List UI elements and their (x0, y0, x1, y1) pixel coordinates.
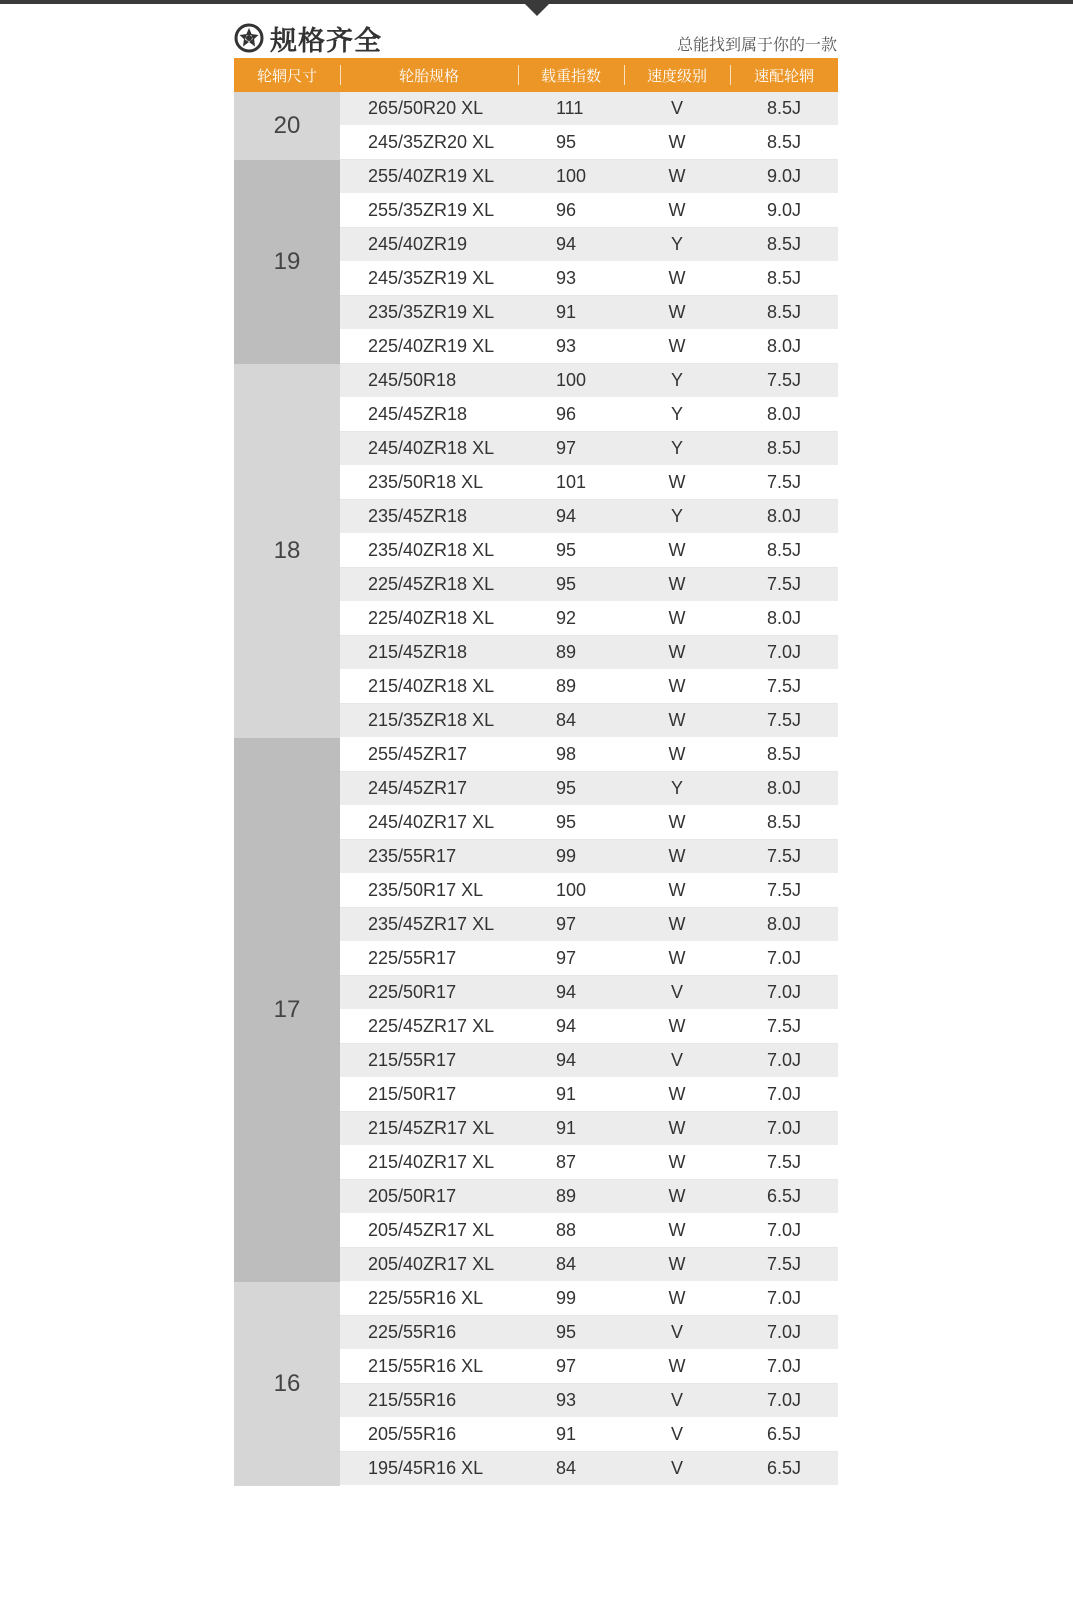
speed-rating-cell: Y (670, 234, 683, 254)
speed-rating-cell: W (668, 302, 686, 322)
tire-spec-cell: 205/40ZR17 XL (368, 1254, 495, 1274)
load-index-cell: 94 (556, 1016, 577, 1036)
speed-rating-cell: W (668, 540, 686, 560)
speed-rating-cell: W (668, 914, 686, 934)
matching-rim-cell: 6.5J (766, 1424, 802, 1444)
load-index-cell: 84 (556, 1254, 577, 1274)
speed-rating-cell: V (670, 982, 683, 1002)
table-row (340, 1384, 838, 1418)
speed-rating-cell: W (668, 948, 686, 968)
load-index-cell: 95 (556, 540, 577, 560)
rim-group (234, 92, 838, 160)
section-heading (234, 18, 382, 58)
table-row (340, 262, 838, 296)
table-row (340, 1146, 838, 1180)
speed-rating-cell: Y (670, 370, 683, 390)
table-row (340, 330, 838, 364)
tire-spec-cell: 225/45ZR17 XL (368, 1016, 495, 1036)
page-subtitle: 总能找到属于你的一款 (676, 35, 837, 54)
tire-spec-table (234, 58, 838, 1486)
table-row (340, 194, 838, 228)
tire-spec-cell: 215/55R16 XL (368, 1356, 484, 1376)
speed-rating-cell: V (670, 1050, 683, 1070)
table-row (340, 1214, 838, 1248)
table-row (340, 534, 838, 568)
matching-rim-cell: 7.0J (766, 1288, 802, 1308)
tire-spec-cell: 245/35ZR19 XL (368, 268, 495, 288)
speed-rating-cell: W (668, 472, 686, 492)
table-row (340, 500, 838, 534)
load-index-cell: 91 (556, 302, 577, 322)
matching-rim-cell: 8.0J (766, 404, 802, 424)
load-index-cell: 99 (556, 846, 577, 866)
speed-rating-cell: W (668, 676, 686, 696)
load-index-cell: 95 (556, 812, 577, 832)
matching-rim-cell: 8.5J (766, 812, 802, 832)
speed-rating-cell: Y (670, 438, 683, 458)
load-index-cell: 95 (556, 132, 577, 152)
speed-rating-cell: W (668, 880, 686, 900)
matching-rim-cell: 7.0J (766, 1084, 802, 1104)
speed-rating-cell: V (670, 98, 683, 118)
speed-rating-cell: V (670, 1424, 683, 1444)
speed-rating-cell: W (668, 1084, 686, 1104)
speed-rating-cell: W (668, 132, 686, 152)
tire-spec-cell: 215/45ZR17 XL (368, 1118, 495, 1138)
speed-rating-cell: W (668, 1356, 686, 1376)
load-index-cell: 111 (556, 98, 584, 118)
speed-rating-cell: W (668, 574, 686, 594)
load-index-cell: 100 (556, 370, 587, 390)
load-index-cell: 89 (556, 1186, 577, 1206)
speed-rating-cell: W (668, 1118, 686, 1138)
header-tire-spec: 轮胎规格 (340, 58, 518, 92)
tire-spec-cell: 215/55R16 (368, 1390, 457, 1410)
header-rim-size: 轮辋尺寸 (256, 66, 317, 85)
speed-rating-cell: W (668, 710, 686, 730)
rim-group-rows (340, 738, 838, 1282)
speed-rating-cell: W (668, 268, 686, 288)
matching-rim-cell: 7.0J (766, 1050, 802, 1070)
speed-rating-cell: W (668, 1152, 686, 1172)
tire-spec-cell: 235/50R18 XL (368, 472, 484, 492)
matching-rim-cell: 9.0J (766, 166, 802, 186)
matching-rim-cell: 7.5J (766, 846, 802, 866)
table-row (340, 670, 838, 704)
load-index-cell: 96 (556, 404, 577, 424)
table-row (340, 160, 838, 194)
rim-size-cell: 20 (234, 92, 340, 160)
matching-rim-cell: 7.5J (766, 710, 802, 730)
matching-rim-cell: 7.5J (766, 880, 802, 900)
load-index-cell: 94 (556, 506, 577, 526)
tire-spec-cell: 245/45ZR18 (368, 404, 468, 424)
load-index-cell: 97 (556, 438, 577, 458)
load-index-cell: 89 (556, 676, 577, 696)
tire-spec-cell: 255/35ZR19 XL (368, 200, 495, 220)
matching-rim-cell: 7.0J (766, 1118, 802, 1138)
rim-size-cell: 18 (234, 364, 340, 738)
tire-spec-cell: 245/45ZR17 (368, 778, 468, 798)
tire-spec-cell: 245/50R18 (368, 370, 457, 390)
tire-spec-cell: 195/45R16 XL (368, 1458, 484, 1478)
load-index-cell: 91 (556, 1118, 577, 1138)
table-row (340, 874, 838, 908)
matching-rim-cell: 8.0J (766, 608, 802, 628)
tire-spec-cell: 215/40ZR17 XL (368, 1152, 495, 1172)
load-index-cell: 95 (556, 1322, 577, 1342)
load-index-cell: 97 (556, 1356, 577, 1376)
table-row (340, 704, 838, 738)
tire-spec-cell: 225/55R16 XL (368, 1288, 484, 1308)
tire-spec-cell: 235/45ZR17 XL (368, 914, 495, 934)
load-index-cell: 95 (556, 574, 577, 594)
table-row (340, 1010, 838, 1044)
matching-rim-cell: 7.5J (766, 1152, 802, 1172)
header-matching-rim: 速配轮辋 (730, 58, 838, 92)
rim-group (234, 364, 838, 738)
load-index-cell: 94 (556, 982, 577, 1002)
speed-rating-cell: W (668, 744, 686, 764)
table-row (340, 840, 838, 874)
matching-rim-cell: 6.5J (766, 1186, 802, 1206)
matching-rim-cell: 8.5J (766, 98, 802, 118)
table-body (234, 92, 838, 1486)
matching-rim-cell: 8.0J (766, 336, 802, 356)
load-index-cell: 97 (556, 948, 577, 968)
speed-rating-cell: W (668, 1016, 686, 1036)
tire-spec-cell: 215/45ZR18 (368, 642, 468, 662)
matching-rim-cell: 7.5J (766, 676, 802, 696)
wheel-icon (234, 23, 264, 53)
load-index-cell: 89 (556, 642, 577, 662)
speed-rating-cell: Y (670, 778, 683, 798)
matching-rim-cell: 8.5J (766, 438, 802, 458)
tire-spec-cell: 255/40ZR19 XL (368, 166, 495, 186)
speed-rating-cell: W (668, 1186, 686, 1206)
rim-group-rows (340, 364, 838, 738)
matching-rim-cell: 7.5J (766, 1254, 802, 1274)
matching-rim-cell: 7.0J (766, 1220, 802, 1240)
matching-rim-cell: 8.5J (766, 540, 802, 560)
table-row (340, 568, 838, 602)
table-row (340, 1282, 838, 1316)
matching-rim-cell: 8.0J (766, 506, 802, 526)
matching-rim-cell: 7.5J (766, 370, 802, 390)
matching-rim-cell: 7.5J (766, 1016, 802, 1036)
speed-rating-cell: W (668, 812, 686, 832)
matching-rim-cell: 7.0J (766, 642, 802, 662)
load-index-cell: 91 (556, 1424, 577, 1444)
tire-spec-cell: 245/40ZR19 (368, 234, 468, 254)
load-index-cell: 84 (556, 1458, 577, 1478)
speed-rating-cell: W (668, 1288, 686, 1308)
tire-spec-cell: 235/40ZR18 XL (368, 540, 495, 560)
matching-rim-cell: 8.5J (766, 268, 802, 288)
rim-size-cell: 19 (234, 160, 340, 364)
tire-spec-cell: 225/40ZR18 XL (368, 608, 495, 628)
header-speed-rating: 速度级别 (624, 58, 730, 92)
matching-rim-cell: 8.5J (766, 234, 802, 254)
tire-spec-cell: 215/55R17 (368, 1050, 457, 1070)
matching-rim-cell: 7.5J (766, 472, 802, 492)
load-index-cell: 98 (556, 744, 577, 764)
matching-rim-cell: 7.5J (766, 574, 802, 594)
tire-spec-cell: 225/45ZR18 XL (368, 574, 495, 594)
load-index-cell: 97 (556, 914, 577, 934)
tire-spec-cell: 205/45ZR17 XL (368, 1220, 495, 1240)
tire-spec-cell: 215/35ZR18 XL (368, 710, 495, 730)
load-index-cell: 91 (556, 1084, 577, 1104)
table-row (340, 466, 838, 500)
table-row (340, 1180, 838, 1214)
tire-spec-cell: 235/45ZR18 (368, 506, 468, 526)
rim-group (234, 160, 838, 364)
table-row (340, 296, 838, 330)
matching-rim-cell: 7.0J (766, 1390, 802, 1410)
load-index-cell: 87 (556, 1152, 577, 1172)
speed-rating-cell: W (668, 608, 686, 628)
table-row (340, 1078, 838, 1112)
matching-rim-cell: 8.0J (766, 914, 802, 934)
table-row (340, 908, 838, 942)
tire-spec-cell: 225/50R17 (368, 982, 457, 1002)
speed-rating-cell: W (668, 1254, 686, 1274)
table-row (340, 636, 838, 670)
tire-spec-cell: 205/50R17 (368, 1186, 457, 1206)
table-row (340, 942, 838, 976)
rim-size-cell: 17 (234, 738, 340, 1282)
rim-group-rows (340, 160, 838, 364)
load-index-cell: 100 (556, 166, 587, 186)
table-row (340, 398, 838, 432)
table-row (340, 1418, 838, 1452)
table-row (340, 738, 838, 772)
table-row (340, 806, 838, 840)
rim-group (234, 738, 838, 1282)
tire-spec-cell: 225/55R16 (368, 1322, 457, 1342)
table-row (340, 1316, 838, 1350)
matching-rim-cell: 7.0J (766, 948, 802, 968)
tire-spec-cell: 245/35ZR20 XL (368, 132, 495, 152)
speed-rating-cell: Y (670, 404, 683, 424)
tire-spec-cell: 245/40ZR17 XL (368, 812, 495, 832)
load-index-cell: 94 (556, 234, 577, 254)
speed-rating-cell: W (668, 166, 686, 186)
table-row (340, 976, 838, 1010)
matching-rim-cell: 8.5J (766, 302, 802, 322)
table-header (234, 58, 838, 92)
speed-rating-cell: W (668, 1220, 686, 1240)
rim-group-rows (340, 92, 838, 160)
tire-spec-cell: 215/50R17 (368, 1084, 457, 1104)
matching-rim-cell: 8.5J (766, 744, 802, 764)
matching-rim-cell: 9.0J (766, 200, 802, 220)
load-index-cell: 101 (556, 472, 587, 492)
speed-rating-cell: V (670, 1390, 683, 1410)
top-notch (525, 4, 549, 16)
table-row (340, 1350, 838, 1384)
rim-group-rows (340, 1282, 838, 1486)
matching-rim-cell: 8.0J (766, 778, 802, 798)
speed-rating-cell: W (668, 846, 686, 866)
rim-group (234, 1282, 838, 1486)
table-row (340, 1044, 838, 1078)
tire-spec-cell: 265/50R20 XL (368, 98, 484, 118)
speed-rating-cell: W (668, 642, 686, 662)
table-row (340, 92, 838, 126)
load-index-cell: 93 (556, 1390, 577, 1410)
table-row (340, 364, 838, 398)
speed-rating-cell: V (670, 1458, 683, 1478)
matching-rim-cell: 7.0J (766, 1356, 802, 1376)
matching-rim-cell: 7.0J (766, 1322, 802, 1342)
tire-spec-cell: 225/40ZR19 XL (368, 336, 495, 356)
tire-spec-cell: 225/55R17 (368, 948, 457, 968)
speed-rating-cell: W (668, 200, 686, 220)
load-index-cell: 100 (556, 880, 587, 900)
matching-rim-cell: 8.5J (766, 132, 802, 152)
tire-spec-cell: 235/50R17 XL (368, 880, 484, 900)
tire-spec-cell: 235/35ZR19 XL (368, 302, 495, 322)
page-title: 规格齐全 (270, 25, 382, 57)
matching-rim-cell: 7.0J (766, 982, 802, 1002)
table-row (340, 1248, 838, 1282)
tire-spec-cell: 245/40ZR18 XL (368, 438, 495, 458)
speed-rating-cell: W (668, 336, 686, 356)
speed-rating-cell: Y (670, 506, 683, 526)
header-load-index: 载重指数 (518, 58, 624, 92)
load-index-cell: 88 (556, 1220, 577, 1240)
tire-spec-cell: 205/55R16 (368, 1424, 457, 1444)
load-index-cell: 99 (556, 1288, 577, 1308)
load-index-cell: 94 (556, 1050, 577, 1070)
load-index-cell: 92 (556, 608, 577, 628)
speed-rating-cell: V (670, 1322, 683, 1342)
table-row (340, 1112, 838, 1146)
table-row (340, 1452, 838, 1486)
rim-size-cell: 16 (234, 1282, 340, 1486)
matching-rim-cell: 6.5J (766, 1458, 802, 1478)
load-index-cell: 84 (556, 710, 577, 730)
table-row (340, 228, 838, 262)
tire-spec-cell: 255/45ZR17 (368, 744, 468, 764)
load-index-cell: 96 (556, 200, 577, 220)
load-index-cell: 95 (556, 778, 577, 798)
table-row (340, 432, 838, 466)
tire-spec-cell: 235/55R17 (368, 846, 457, 866)
load-index-cell: 93 (556, 268, 577, 288)
table-row (340, 126, 838, 160)
load-index-cell: 93 (556, 336, 577, 356)
table-row (340, 772, 838, 806)
tire-spec-cell: 215/40ZR18 XL (368, 676, 495, 696)
table-row (340, 602, 838, 636)
